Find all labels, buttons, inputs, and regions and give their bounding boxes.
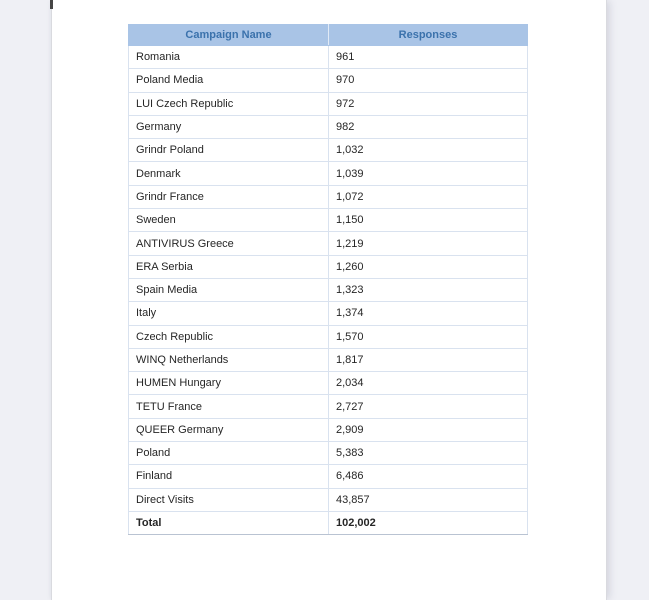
- responses-cell: 1,032: [329, 139, 528, 162]
- table-row: [129, 442, 528, 465]
- responses-cell: 2,727: [329, 395, 528, 418]
- campaign-name-cell: HUMEN Hungary: [129, 372, 329, 395]
- table-row: [129, 278, 528, 301]
- responses-cell: 1,374: [329, 302, 528, 325]
- table-row: [129, 185, 528, 208]
- campaign-name-cell: ERA Serbia: [129, 255, 329, 278]
- responses-cell: 5,383: [329, 442, 528, 465]
- responses-cell: 1,817: [329, 348, 528, 371]
- campaign-name-cell: Grindr France: [129, 185, 329, 208]
- responses-cell: 1,323: [329, 278, 528, 301]
- responses-cell: 972: [329, 92, 528, 115]
- campaign-name-cell: Spain Media: [129, 278, 329, 301]
- responses-cell: 1,260: [329, 255, 528, 278]
- responses-cell: 961: [329, 46, 528, 69]
- table-row: [129, 162, 528, 185]
- campaign-name-cell: Germany: [129, 115, 329, 138]
- table-row: [129, 69, 528, 92]
- campaign-name-cell: Denmark: [129, 162, 329, 185]
- table-row: [129, 372, 528, 395]
- campaign-name-cell: Romania: [129, 46, 329, 69]
- responses-cell: 6,486: [329, 465, 528, 488]
- table-row: [129, 255, 528, 278]
- campaign-name-cell: TETU France: [129, 395, 329, 418]
- table-row: [129, 115, 528, 138]
- responses-cell: 1,072: [329, 185, 528, 208]
- table-row: [129, 302, 528, 325]
- campaign-responses-table: [128, 24, 528, 535]
- responses-cell: 43,857: [329, 488, 528, 511]
- responses-cell: 2,034: [329, 372, 528, 395]
- table-row: [129, 232, 528, 255]
- campaign-name-cell: Czech Republic: [129, 325, 329, 348]
- campaign-name-cell: LUI Czech Republic: [129, 92, 329, 115]
- campaign-name-cell: Grindr Poland: [129, 139, 329, 162]
- table-row: [129, 488, 528, 511]
- responses-cell: 1,039: [329, 162, 528, 185]
- campaign-name-cell: Poland Media: [129, 69, 329, 92]
- page-edge-mark: [50, 0, 53, 9]
- campaign-name-cell: QUEER Germany: [129, 418, 329, 441]
- responses-cell: 2,909: [329, 418, 528, 441]
- table-row: [129, 348, 528, 371]
- column-header-responses: Responses: [329, 25, 528, 46]
- total-row: [129, 511, 528, 534]
- responses-cell: 102,002: [329, 511, 528, 534]
- document-page: [51, 0, 607, 600]
- table-header-row: [129, 25, 528, 46]
- responses-cell: 1,150: [329, 209, 528, 232]
- campaign-name-cell: ANTIVIRUS Greece: [129, 232, 329, 255]
- table-row: [129, 139, 528, 162]
- table-row: [129, 325, 528, 348]
- campaign-name-cell: Finland: [129, 465, 329, 488]
- table-row: [129, 465, 528, 488]
- campaign-name-cell: Direct Visits: [129, 488, 329, 511]
- responses-cell: 970: [329, 69, 528, 92]
- campaign-name-cell: Sweden: [129, 209, 329, 232]
- campaign-name-cell: WINQ Netherlands: [129, 348, 329, 371]
- campaign-name-cell: Total: [129, 511, 329, 534]
- responses-cell: 982: [329, 115, 528, 138]
- table-row: [129, 46, 528, 69]
- table-row: [129, 92, 528, 115]
- campaign-name-cell: Italy: [129, 302, 329, 325]
- table-row: [129, 209, 528, 232]
- table-row: [129, 395, 528, 418]
- responses-cell: 1,219: [329, 232, 528, 255]
- responses-cell: 1,570: [329, 325, 528, 348]
- table-row: [129, 418, 528, 441]
- column-header-campaign-name: Campaign Name: [129, 25, 329, 46]
- campaign-name-cell: Poland: [129, 442, 329, 465]
